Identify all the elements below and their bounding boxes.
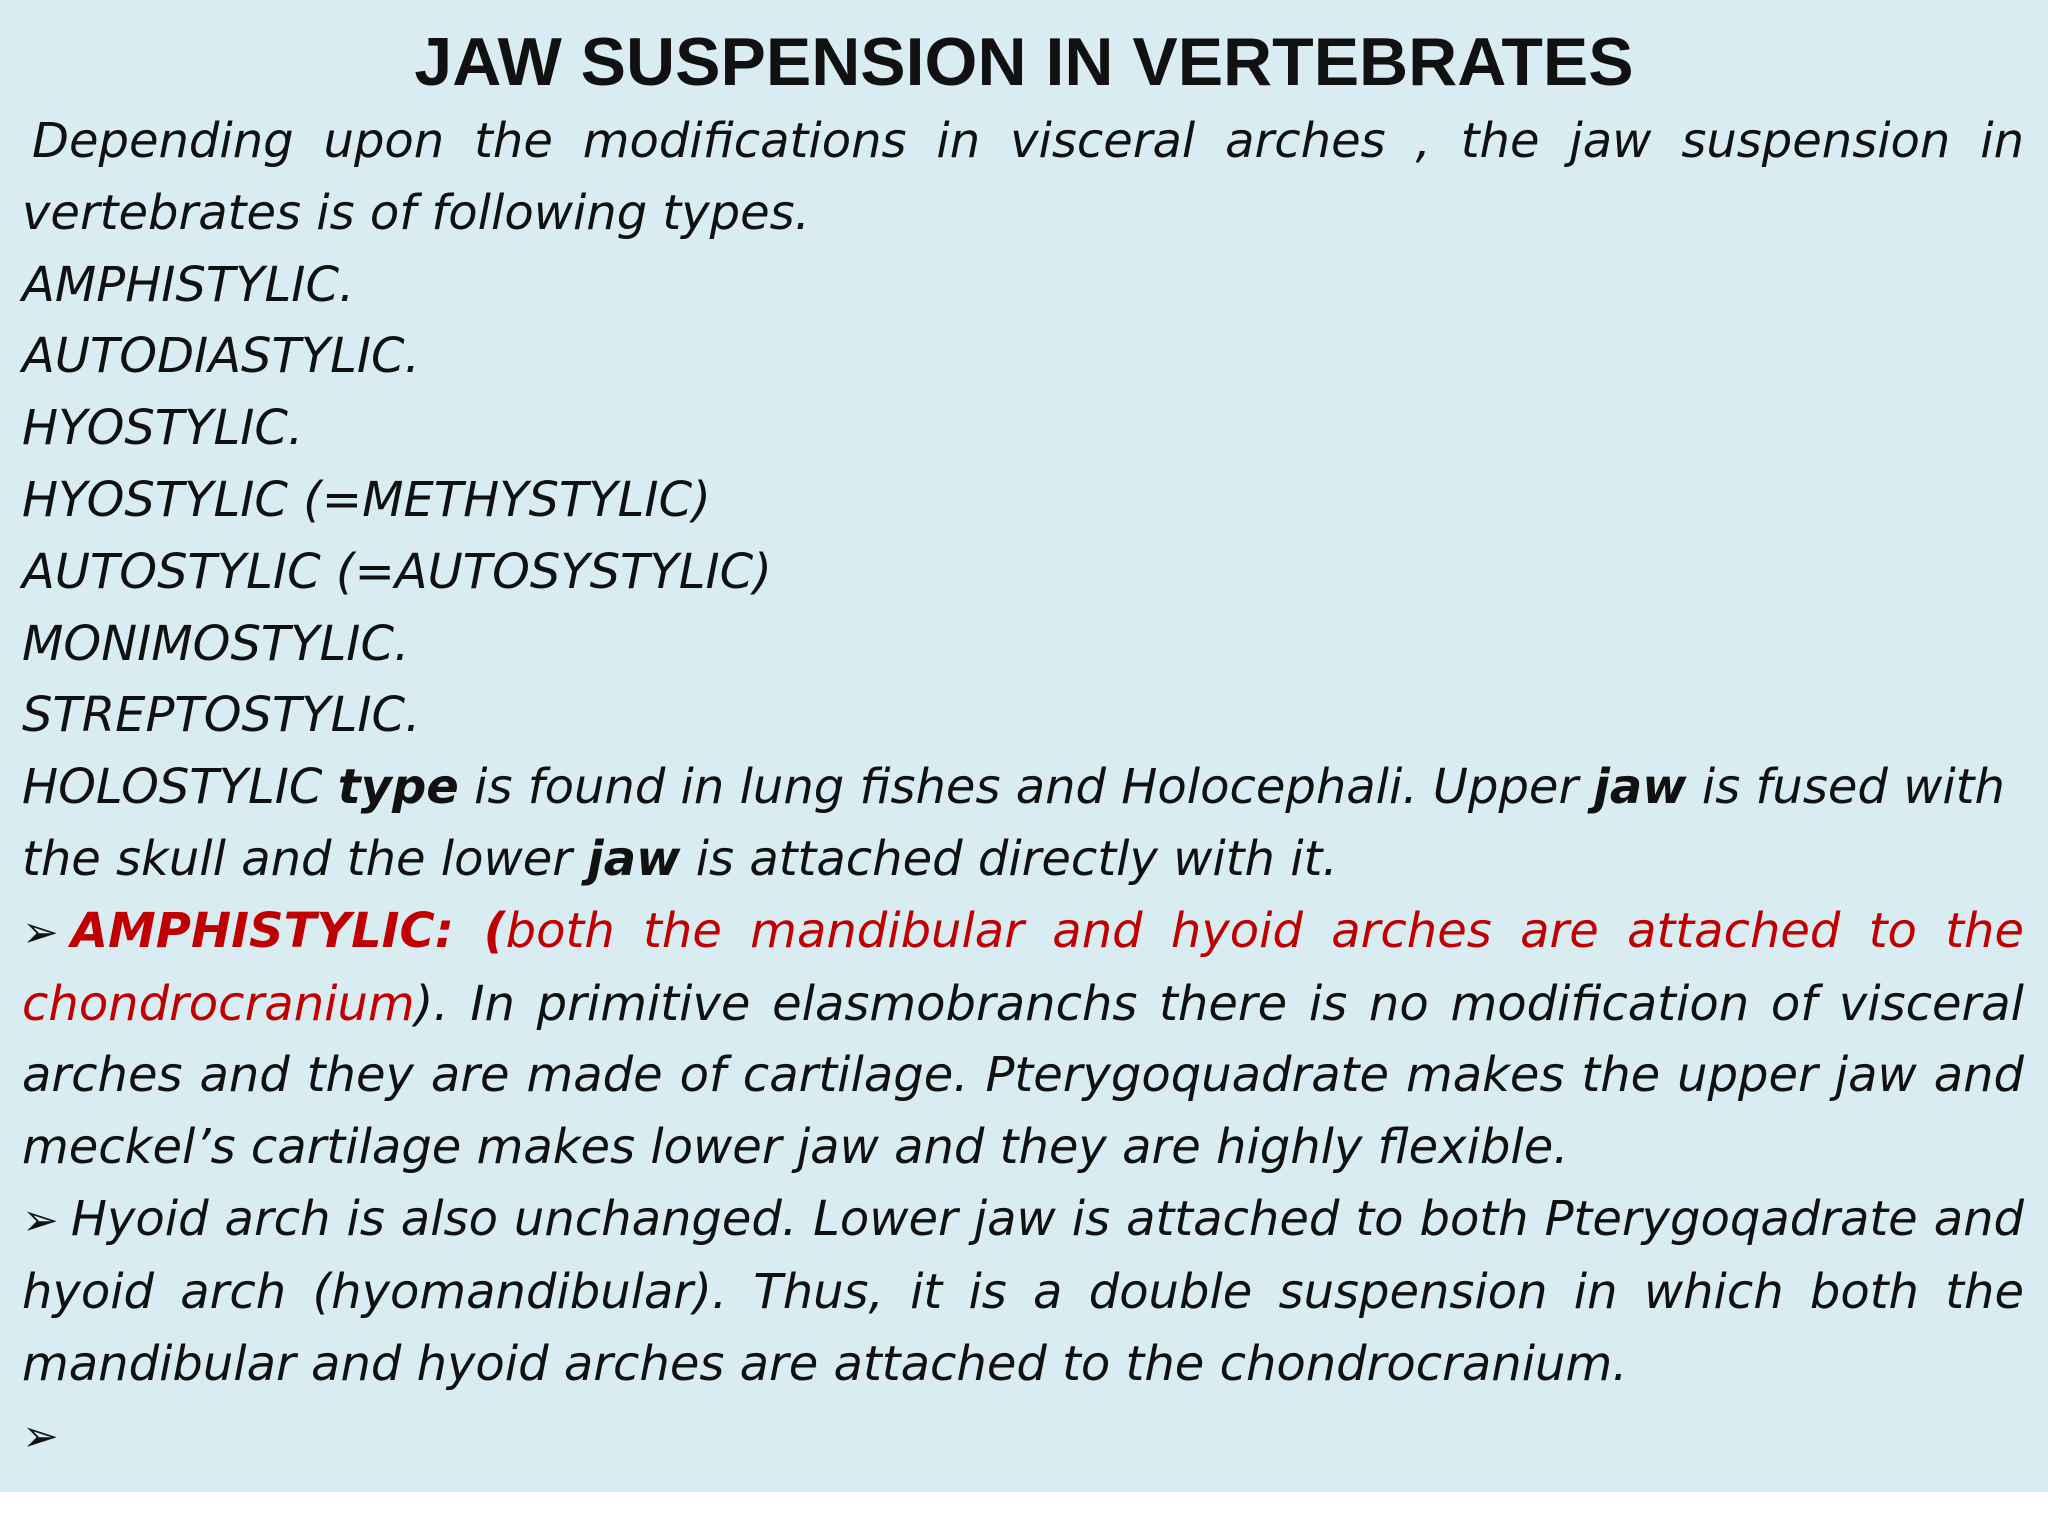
amphistylic-description: ). In primitive elasmobranchs there is no modification of visceral arches and they are made of cartilage. Pterygoquadrate makes the upper jaw and meckel’s cartilage makes lower jaw and they are highly flexible.: [22, 975, 2024, 1176]
arrow-bullet-icon: ➢: [22, 1411, 59, 1463]
arrow-bullet-icon: ➢: [22, 906, 59, 958]
holostylic-text: is attached directly with it.: [680, 830, 1338, 887]
holostylic-text: is found in lung fishes and Holocephali. Upper: [458, 759, 1594, 816]
intro-paragraph: Depending upon the modifications in visceral arches , the jaw suspension in vertebrates is of following types.: [22, 113, 2024, 241]
type-item: AUTOSTYLIC (=AUTOSYSTYLIC): [22, 543, 772, 600]
holostylic-bold: jaw: [587, 830, 681, 887]
holostylic-text: HOLOSTYLIC: [22, 759, 338, 816]
arrow-bullet-icon: ➢: [22, 1194, 59, 1246]
types-list: [22, 250, 2024, 753]
type-item: AUTODIASTYLIC.: [22, 328, 420, 385]
holostylic-bold: jaw: [1593, 759, 1687, 816]
hyoid-description: Hyoid arch is also unchanged. Lower jaw is attached to both Pterygoqadrate and hyoid arch (hyomandibular). Thus, it is a double suspension in which both the mandibular and hyoid arches are attached to the chondrocranium.: [22, 1190, 2024, 1392]
amphistylic-definition: both the mandibular and hyoid arches are attached to the chondrocranium: [22, 902, 2025, 1032]
slide-body: [22, 106, 2024, 1473]
holostylic-bold: type: [337, 759, 459, 816]
type-item: STREPTOSTYLIC.: [22, 687, 421, 744]
amphistylic-paragraph: [22, 896, 2024, 1184]
type-item: MONIMOSTYLIC.: [22, 615, 410, 672]
slide-title: JAW SUSPENSION IN VERTEBRATES: [414, 24, 1634, 100]
empty-bullet-paragraph: [22, 1400, 2024, 1473]
holostylic-text: is fused with the skull and the lower: [22, 759, 2005, 887]
holostylic-paragraph: [22, 752, 2024, 896]
hyoid-paragraph: [22, 1184, 2024, 1400]
type-item: HYOSTYLIC.: [22, 400, 304, 457]
type-item: AMPHISTYLIC.: [22, 256, 355, 313]
type-item: HYOSTYLIC (=METHYSTYLIC): [22, 471, 711, 528]
amphistylic-term: AMPHISTYLIC: (: [70, 902, 506, 959]
